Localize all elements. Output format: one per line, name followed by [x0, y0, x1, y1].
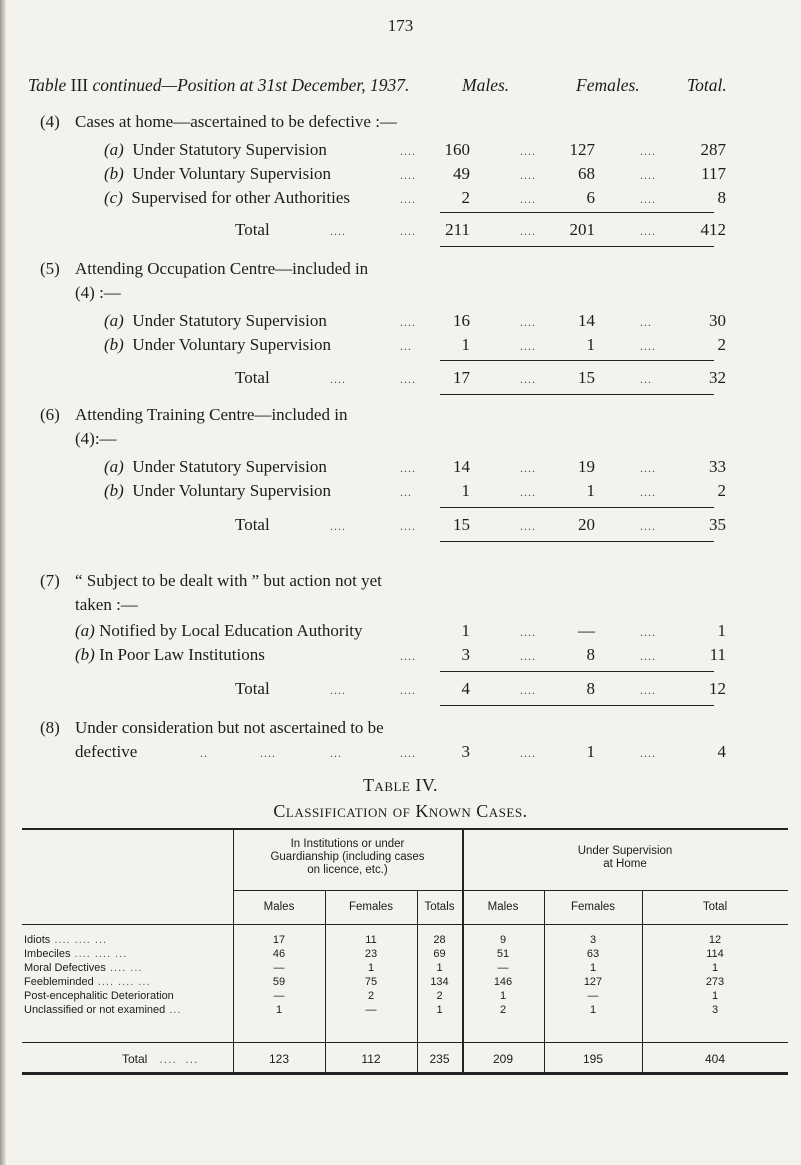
leader-dots: ....: [520, 683, 536, 697]
table-cell: 134: [430, 976, 449, 988]
leader-dots: ...: [640, 315, 652, 329]
table-cell: 1: [589, 1004, 597, 1016]
row-label-text: Moral Defectives: [24, 962, 106, 974]
section-7-heading: [0, 571, 801, 595]
males-value: 1: [461, 335, 470, 354]
col-header-females: Females: [348, 901, 394, 913]
section-6-heading: [0, 405, 801, 429]
leader-dots: ....: [640, 746, 656, 760]
females-value: 14: [578, 311, 595, 330]
females-value: —: [578, 621, 595, 640]
leader-dots: ....: [330, 372, 346, 386]
table-cell: 51: [496, 948, 510, 960]
table-row-label: [24, 948, 127, 960]
total-rule: [440, 705, 714, 706]
leader-dots: .... ...: [105, 962, 143, 974]
table-row-label: [24, 990, 174, 1002]
section-label-cont: defective: [75, 742, 138, 761]
leader-dots: ...: [165, 1004, 182, 1016]
leader-dots: .... .... ...: [93, 976, 151, 988]
table-cell: 9: [499, 934, 507, 946]
total-row: [0, 220, 801, 244]
group-header-line: at Home: [603, 858, 647, 870]
grand-total: 412: [700, 220, 726, 239]
leader-dots: .... .... ...: [70, 948, 128, 960]
row-label: [104, 140, 327, 160]
table-cell: 3: [589, 934, 597, 946]
females-value: 8: [586, 645, 595, 664]
total-value: 4: [717, 742, 726, 761]
leader-dots: ....: [520, 192, 536, 206]
section-label: “ Subject to be dealt with ” but action not yet: [75, 571, 382, 590]
males-value: 3: [461, 742, 470, 761]
males-value: 2: [461, 188, 470, 207]
leader-dots: ....: [260, 746, 276, 760]
row-letter: (a): [104, 311, 124, 330]
col-header-home-females: Females: [570, 901, 616, 913]
table-cell: 1: [711, 962, 719, 974]
leader-dots: ...: [400, 339, 412, 353]
leader-dots: ....: [640, 168, 656, 182]
leader-dots: ...: [400, 485, 412, 499]
row-label: [104, 311, 327, 331]
table-cell: 75: [364, 976, 378, 988]
row-text: In Poor Law Institutions: [99, 645, 265, 664]
males-total: 17: [453, 368, 470, 387]
section-7-heading-cont: [0, 595, 801, 619]
females-total: 8: [586, 679, 595, 698]
leader-dots: ....: [640, 461, 656, 475]
leader-dots: ....: [520, 339, 536, 353]
total-value: 1: [717, 621, 726, 640]
section-number: (8): [40, 718, 60, 737]
table-top-rule: [22, 828, 788, 830]
table3-col-females: Females.: [576, 75, 640, 95]
leader-dots: ....: [400, 168, 416, 182]
females-total: 20: [578, 515, 595, 534]
table-row: [0, 645, 801, 669]
leader-dots: ....: [640, 485, 656, 499]
section-number: (6): [40, 405, 60, 424]
table-row: [0, 188, 801, 212]
row-label-text: Feebleminded: [24, 976, 94, 988]
row-text: Under Statutory Supervision: [132, 311, 327, 330]
table3-col-total: Total.: [687, 75, 727, 95]
males-total: 211: [445, 220, 470, 239]
table-cell: 1: [711, 990, 719, 1002]
females-total: 201: [569, 220, 595, 239]
row-label: [104, 481, 331, 501]
table-row: [0, 311, 801, 335]
total-row: [0, 515, 801, 539]
row-letter: (b): [104, 164, 124, 183]
total-cell: 404: [704, 1052, 726, 1066]
row-text: Under Voluntary Supervision: [132, 481, 331, 500]
total-value: 2: [717, 335, 726, 354]
table4-title: Table IV.: [362, 775, 439, 795]
leader-dots: ....: [640, 339, 656, 353]
table-cell: 2: [367, 990, 375, 1002]
section-5-heading: [0, 259, 801, 283]
table-cell: 127: [583, 976, 603, 988]
leader-dots: ....: [400, 461, 416, 475]
females-value: 1: [586, 481, 595, 500]
leader-dots: ....: [400, 372, 416, 386]
row-label: [104, 164, 331, 184]
section-6-heading-cont: [0, 429, 801, 453]
row-label: [75, 621, 363, 641]
group-header-line: on licence, etc.): [307, 864, 388, 876]
row-label-text: Post-encephalitic Deterioration: [24, 990, 174, 1002]
total-cell: 123: [268, 1052, 290, 1066]
females-value: 19: [578, 457, 595, 476]
leader-dots: ....: [520, 461, 536, 475]
row-label-text: Imbeciles: [24, 948, 71, 960]
total-cell: 195: [582, 1052, 604, 1066]
subtotal-rule: [440, 360, 714, 361]
total-value: 8: [717, 188, 726, 207]
table-cell: 1: [367, 962, 375, 974]
total-value: 30: [709, 311, 726, 330]
group-header-rule: [233, 890, 788, 891]
total-label: Total: [122, 1052, 148, 1066]
section-label-cont: (4):—: [75, 429, 117, 448]
leader-dots: .... ...: [150, 1052, 199, 1066]
leader-dots: ....: [640, 625, 656, 639]
table-cell: 3: [711, 1004, 719, 1016]
section-label: Cases at home—ascertained to be defective :—: [75, 112, 397, 131]
leader-dots: ...: [640, 372, 652, 386]
females-value: 68: [578, 164, 595, 183]
table-cell: —: [273, 990, 285, 1002]
total-value: 287: [700, 140, 726, 159]
row-letter: (b): [75, 645, 95, 664]
table3-title-rest: continued—Position at 31st December, 1937.: [92, 75, 410, 95]
total-label: Total: [235, 220, 270, 239]
leader-dots: ....: [520, 746, 536, 760]
leader-dots: ....: [520, 168, 536, 182]
total-row: [0, 679, 801, 703]
table-row: [0, 621, 801, 645]
table-cell: —: [273, 962, 285, 974]
leader-dots: ....: [520, 485, 536, 499]
table3-title: [28, 75, 409, 96]
table-cell: 28: [433, 934, 446, 946]
section-label-cont: (4) :—: [75, 283, 121, 302]
leader-dots: ....: [400, 192, 416, 206]
table-cell: 2: [436, 990, 443, 1002]
col-header-totals: Totals: [424, 901, 455, 913]
total-value: 117: [701, 164, 726, 183]
table-cell: 1: [436, 962, 443, 974]
leader-dots: ....: [520, 649, 536, 663]
row-letter: (b): [104, 481, 124, 500]
total-row-label: [122, 1052, 198, 1066]
table-cell: 1: [589, 962, 597, 974]
table-cell: 11: [365, 934, 377, 946]
total-value: 11: [709, 645, 726, 664]
row-text: Under Voluntary Supervision: [132, 335, 331, 354]
table-row-label: [24, 976, 151, 988]
leader-dots: ....: [640, 192, 656, 206]
leader-dots: ....: [330, 224, 346, 238]
total-label: Total: [235, 368, 270, 387]
leader-dots: ....: [520, 315, 536, 329]
table-cell: 69: [433, 948, 446, 960]
table-row: [0, 335, 801, 359]
table-cell: 273: [705, 976, 725, 988]
group-header-institutions: [233, 838, 462, 877]
leader-dots: ....: [640, 144, 656, 158]
table-cell: 1: [275, 1004, 283, 1016]
table-cell: 17: [272, 934, 286, 946]
table-row: [0, 457, 801, 481]
table-cell: 1: [436, 1004, 443, 1016]
grand-total: 12: [709, 679, 726, 698]
row-text: Notified by Local Education Authority: [99, 621, 363, 640]
leader-dots: ....: [520, 144, 536, 158]
row-text: Supervised for other Authorities: [131, 188, 350, 207]
females-total: 15: [578, 368, 595, 387]
total-row: [0, 368, 801, 392]
col-header-males: Males: [263, 901, 295, 913]
subtotal-rule: [440, 212, 714, 213]
section-number: (4): [40, 112, 60, 131]
group-header-line: In Institutions or under: [290, 838, 405, 850]
males-value: 160: [444, 140, 470, 159]
row-letter: (c): [104, 188, 123, 207]
row-text: Under Statutory Supervision: [132, 457, 327, 476]
section-label: Attending Training Centre—included in: [75, 405, 348, 424]
section-label: Under consideration but not ascertained to be: [75, 718, 384, 737]
group-header-line: Guardianship (including cases: [270, 851, 425, 863]
total-cell: 235: [429, 1052, 450, 1066]
row-label-text: Unclassified or not examined: [24, 1004, 166, 1016]
table3-title-prefix: Table: [28, 75, 67, 95]
total-label: Total: [235, 515, 270, 534]
col-header-home-total: Total: [702, 901, 728, 913]
leader-dots: ....: [520, 224, 536, 238]
row-text: Under Voluntary Supervision: [132, 164, 331, 183]
group-header-line: Under Supervision: [577, 845, 673, 857]
table3-col-males: Males.: [462, 75, 510, 95]
table-row: [0, 140, 801, 164]
table3-title-number: III: [70, 75, 89, 95]
group-header-home: [462, 845, 788, 871]
table-row-label: [24, 1004, 181, 1016]
grand-total: 32: [709, 368, 726, 387]
table-cell: 46: [272, 948, 286, 960]
table-bottom-rule: [22, 1072, 788, 1075]
table-row-label: [24, 934, 107, 946]
section-label: Attending Occupation Centre—included in: [75, 259, 369, 278]
males-value: 3: [461, 645, 470, 664]
leader-dots: ....: [520, 519, 536, 533]
total-rule: [440, 541, 714, 542]
males-value: 1: [461, 621, 470, 640]
page-number: 173: [387, 16, 414, 35]
males-value: 14: [453, 457, 470, 476]
males-value: 16: [453, 311, 470, 330]
leader-dots: ....: [640, 649, 656, 663]
total-value: 33: [709, 457, 726, 476]
row-letter: (a): [75, 621, 95, 640]
row-letter: (a): [104, 457, 124, 476]
leader-dots: ..: [200, 746, 208, 760]
leader-dots: ....: [330, 519, 346, 533]
subtotal-rule: [440, 507, 714, 508]
total-rule: [440, 246, 714, 247]
section-8-heading: [0, 718, 801, 742]
grand-total: 35: [709, 515, 726, 534]
leader-dots: ....: [400, 746, 416, 760]
row-letter: (a): [104, 140, 124, 159]
table-cell: 114: [706, 948, 724, 960]
section-4-heading: [0, 112, 801, 136]
leader-dots: ....: [400, 519, 416, 533]
section-label-cont: taken :—: [75, 595, 138, 614]
section-5-heading-cont: [0, 283, 801, 307]
section-number: (5): [40, 259, 60, 278]
leader-dots: ....: [400, 315, 416, 329]
leader-dots: ....: [400, 683, 416, 697]
leader-dots: ....: [640, 519, 656, 533]
leader-dots: ...: [330, 746, 342, 760]
leader-dots: ....: [400, 224, 416, 238]
table-cell: 2: [499, 1004, 507, 1016]
table-cell: 146: [493, 976, 513, 988]
row-label-text: Idiots: [24, 934, 51, 946]
total-rule: [440, 394, 714, 395]
females-value: 6: [586, 188, 595, 207]
leader-dots: ....: [520, 625, 536, 639]
row-label: [75, 645, 265, 665]
table-row-label: [24, 962, 142, 974]
table-cell: 1: [499, 990, 507, 1002]
table-row: [0, 481, 801, 505]
subtotal-rule: [440, 671, 714, 672]
males-total: 15: [453, 515, 470, 534]
row-letter: (b): [104, 335, 124, 354]
row-label: [104, 457, 327, 477]
total-label: Total: [235, 679, 270, 698]
total-row-rule: [22, 1042, 788, 1043]
males-value: 49: [453, 164, 470, 183]
table-cell: —: [497, 962, 509, 974]
total-cell: 112: [361, 1052, 381, 1066]
males-total: 4: [461, 679, 470, 698]
leader-dots: ....: [640, 224, 656, 238]
table-row: [0, 164, 801, 188]
column-header-rule: [22, 924, 788, 925]
leader-dots: ....: [400, 649, 416, 663]
section-8-values: [0, 742, 801, 766]
table-cell: 23: [364, 948, 378, 960]
females-value: 1: [586, 742, 595, 761]
table-cell: 63: [586, 948, 600, 960]
total-value: 2: [717, 481, 726, 500]
leader-dots: ....: [330, 683, 346, 697]
section-number: (7): [40, 571, 60, 590]
males-value: 1: [461, 481, 470, 500]
leader-dots: .... .... ...: [50, 934, 108, 946]
leader-dots: ....: [520, 372, 536, 386]
females-value: 1: [586, 335, 595, 354]
leader-dots: ....: [400, 144, 416, 158]
row-text: Under Statutory Supervision: [132, 140, 327, 159]
table-cell: —: [365, 1004, 377, 1016]
table-cell: 12: [708, 934, 722, 946]
row-label: [104, 188, 350, 208]
table-cell: 59: [272, 976, 286, 988]
table-cell: —: [587, 990, 599, 1002]
females-value: 127: [569, 140, 595, 159]
table4-subtitle: Classification of Known Cases.: [273, 801, 528, 821]
col-header-home-males: Males: [487, 901, 519, 913]
row-label: [104, 335, 331, 355]
classification-table: [22, 828, 788, 1108]
total-cell: 209: [492, 1052, 514, 1066]
leader-dots: ....: [640, 683, 656, 697]
